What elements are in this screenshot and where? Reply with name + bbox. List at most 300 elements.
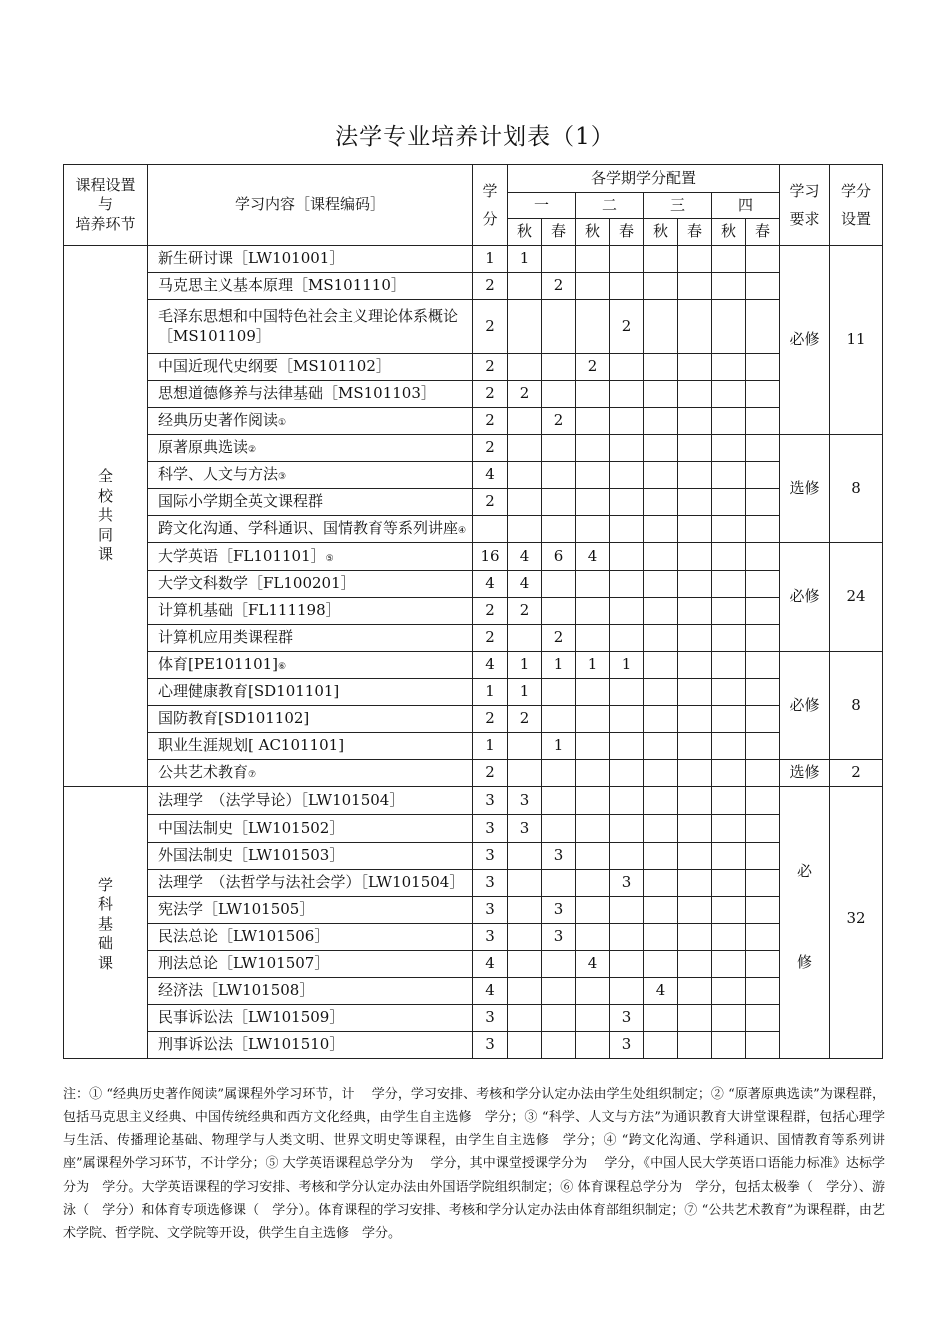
header-category-line: 课程设置	[75, 175, 136, 194]
table-row	[64, 571, 883, 598]
course-title: 职业生涯规划[ AC101101]	[158, 736, 345, 755]
semester-credit	[678, 897, 712, 924]
requirement-cell: 必修	[780, 246, 830, 435]
course-title: 心理健康教育[SD101101]	[158, 682, 340, 701]
plan-body	[64, 246, 883, 1059]
course-credits: 3	[473, 897, 508, 924]
table-row	[64, 897, 883, 924]
semester-credit	[746, 815, 780, 843]
course-name	[148, 760, 473, 787]
section-name-char: 学	[97, 875, 113, 894]
semester-credit	[542, 815, 576, 843]
course-name	[148, 246, 473, 273]
section-name-char: 基	[97, 914, 113, 933]
semester-credit	[712, 843, 746, 870]
semester-credit	[644, 354, 678, 381]
semester-credit	[712, 273, 746, 300]
semester-credit	[508, 435, 542, 462]
semester-credit	[508, 870, 542, 897]
header-category	[64, 165, 148, 246]
semester-credit	[678, 760, 712, 787]
semester-credit	[746, 978, 780, 1005]
semester-credit	[508, 1005, 542, 1032]
section-name-char: 科	[97, 895, 113, 914]
semester-credit	[644, 924, 678, 951]
course-title: 民法总论［LW101506］	[158, 927, 330, 946]
semester-credit	[610, 516, 644, 543]
semester-credit	[644, 1005, 678, 1032]
credit-setting-cell: 24	[830, 543, 883, 652]
section-name-char: 课	[97, 545, 113, 564]
semester-credit	[610, 462, 644, 489]
semester-credit	[678, 870, 712, 897]
semester-credit: 1	[542, 733, 576, 760]
semester-credit	[644, 870, 678, 897]
table-row	[64, 462, 883, 489]
semester-credit	[542, 951, 576, 978]
footnote-marker: ③	[278, 472, 287, 483]
course-credits: 3	[473, 843, 508, 870]
semester-credit	[712, 625, 746, 652]
semester-credit	[712, 571, 746, 598]
footnote-marker: ⑥	[278, 662, 287, 673]
semester-credit	[610, 625, 644, 652]
semester-credit: 2	[576, 354, 610, 381]
semester-credit	[610, 598, 644, 625]
semester-credit	[644, 543, 678, 571]
semester-credit	[678, 381, 712, 408]
semester-credit: 3	[542, 843, 576, 870]
semester-credit	[576, 978, 610, 1005]
semester-credit	[678, 652, 712, 679]
semester-credit	[712, 381, 746, 408]
course-title: 法理学 （法哲学与法社会学）［LW101504］	[158, 873, 465, 892]
semester-credit	[610, 843, 644, 870]
table-row	[64, 246, 883, 273]
semester-credit	[610, 760, 644, 787]
semester-credit	[508, 733, 542, 760]
semester-credit	[712, 598, 746, 625]
course-credits: 2	[473, 354, 508, 381]
course-name	[148, 571, 473, 598]
course-credits: 1	[473, 246, 508, 273]
course-title: 计算机基础［FL111198］	[158, 601, 341, 620]
header-year: 四	[712, 193, 780, 219]
semester-credit	[644, 706, 678, 733]
footnote-marker: ④	[458, 526, 467, 537]
semester-credit	[610, 381, 644, 408]
requirement-cell: 选修	[780, 435, 830, 543]
footnote-marker: ⑦	[248, 770, 257, 781]
semester-credit	[746, 625, 780, 652]
course-name	[148, 273, 473, 300]
semester-credit: 2	[508, 706, 542, 733]
semester-credit	[610, 246, 644, 273]
semester-credit	[678, 679, 712, 706]
semester-credit	[712, 408, 746, 435]
course-name	[148, 625, 473, 652]
semester-credit: 2	[610, 300, 644, 354]
semester-credit	[610, 408, 644, 435]
semester-credit	[542, 354, 576, 381]
course-credits: 3	[473, 1032, 508, 1059]
semester-credit	[746, 1032, 780, 1059]
semester-credit	[712, 679, 746, 706]
semester-credit	[576, 1005, 610, 1032]
course-name	[148, 978, 473, 1005]
course-name	[148, 300, 473, 354]
semester-credit	[746, 706, 780, 733]
header-category-line: 培养环节	[75, 214, 136, 233]
semester-credit	[576, 815, 610, 843]
semester-credit	[576, 462, 610, 489]
semester-credit	[678, 462, 712, 489]
semester-credit: 2	[542, 625, 576, 652]
table-row	[64, 787, 883, 815]
semester-credit: 2	[508, 381, 542, 408]
semester-credit	[712, 1032, 746, 1059]
semester-credit	[678, 273, 712, 300]
course-name	[148, 516, 473, 543]
semester-credit	[712, 815, 746, 843]
semester-credit	[712, 354, 746, 381]
course-credits: 2	[473, 381, 508, 408]
semester-credit: 3	[610, 1032, 644, 1059]
semester-credit	[576, 679, 610, 706]
course-title: 大学英语［FL101101］	[158, 546, 326, 565]
semester-credit	[644, 408, 678, 435]
footnote-marker: ②	[248, 445, 257, 456]
semester-credit	[542, 381, 576, 408]
semester-credit	[678, 706, 712, 733]
semester-credit: 3	[508, 815, 542, 843]
table-row	[64, 870, 883, 897]
table-row	[64, 652, 883, 679]
semester-credit	[610, 733, 644, 760]
header-season: 春	[746, 219, 780, 246]
table-row	[64, 843, 883, 870]
course-name	[148, 897, 473, 924]
course-title: 民事诉讼法［LW101509］	[158, 1008, 345, 1027]
semester-credit	[746, 598, 780, 625]
course-credits: 2	[473, 489, 508, 516]
semester-credit	[644, 598, 678, 625]
course-title: 体育[PE101101]	[158, 655, 279, 674]
course-title: 法理学 （法学导论）［LW101504］	[158, 790, 405, 809]
semester-credit	[746, 897, 780, 924]
semester-credit	[678, 924, 712, 951]
semester-credit	[542, 706, 576, 733]
semester-credit	[644, 951, 678, 978]
requirement-char: 必	[797, 861, 813, 880]
semester-credit	[576, 598, 610, 625]
table-row	[64, 598, 883, 625]
course-credits	[473, 516, 508, 543]
semester-credit	[508, 516, 542, 543]
semester-credit	[576, 706, 610, 733]
semester-credit	[508, 897, 542, 924]
semester-credit	[644, 843, 678, 870]
semester-credit: 3	[508, 787, 542, 815]
semester-credit	[576, 843, 610, 870]
course-title: 原著原典选读	[158, 438, 249, 457]
semester-credit	[644, 733, 678, 760]
semester-credit	[678, 733, 712, 760]
semester-credit	[576, 381, 610, 408]
course-credits: 3	[473, 815, 508, 843]
semester-credit	[576, 300, 610, 354]
semester-credit	[576, 870, 610, 897]
semester-credit	[508, 843, 542, 870]
semester-credit	[746, 354, 780, 381]
course-name	[148, 652, 473, 679]
semester-credit	[610, 897, 644, 924]
semester-credit	[644, 462, 678, 489]
course-name	[148, 815, 473, 843]
semester-credit	[508, 1032, 542, 1059]
semester-credit	[712, 543, 746, 571]
semester-credit	[746, 246, 780, 273]
semester-credit	[712, 435, 746, 462]
semester-credit	[712, 924, 746, 951]
header-credits	[473, 165, 508, 246]
semester-credit	[746, 843, 780, 870]
semester-credit	[508, 489, 542, 516]
course-title: 宪法学［LW101505］	[158, 900, 315, 919]
section-name	[64, 246, 148, 787]
semester-credit	[576, 787, 610, 815]
semester-credit	[746, 870, 780, 897]
table-row	[64, 300, 883, 354]
course-title: 跨文化沟通、学科通识、国情教育等系列讲座	[158, 519, 459, 538]
table-row	[64, 516, 883, 543]
semester-credit	[542, 516, 576, 543]
requirement-char: 修	[797, 952, 813, 971]
semester-credit	[678, 598, 712, 625]
semester-credit	[644, 679, 678, 706]
section-name	[64, 787, 148, 1059]
semester-credit	[610, 951, 644, 978]
header-semesters: 各学期学分配置	[508, 165, 780, 193]
semester-credit	[678, 787, 712, 815]
header-content: 学习内容［课程编码］	[148, 165, 473, 246]
semester-credit	[576, 516, 610, 543]
course-credits: 4	[473, 978, 508, 1005]
header-season: 春	[678, 219, 712, 246]
semester-credit	[712, 1005, 746, 1032]
course-credits: 3	[473, 1005, 508, 1032]
header-year: 一	[508, 193, 576, 219]
section-name-char: 础	[97, 934, 113, 953]
course-name	[148, 787, 473, 815]
course-credits: 2	[473, 408, 508, 435]
table-row	[64, 543, 883, 571]
semester-credit	[644, 516, 678, 543]
semester-credit	[712, 733, 746, 760]
table-row	[64, 815, 883, 843]
semester-credit	[644, 1032, 678, 1059]
semester-credit	[678, 951, 712, 978]
header-category-line: 与	[97, 195, 113, 214]
table-row	[64, 1032, 883, 1059]
course-title: 外国法制史［LW101503］	[158, 846, 345, 865]
course-title: 公共艺术教育	[158, 763, 249, 782]
semester-credit	[712, 462, 746, 489]
semester-credit	[712, 300, 746, 354]
semester-credit: 4	[508, 571, 542, 598]
semester-credit: 3	[610, 870, 644, 897]
semester-credit	[644, 300, 678, 354]
course-title: 刑事诉讼法［LW101510］	[158, 1035, 345, 1054]
semester-credit	[576, 733, 610, 760]
table-row	[64, 489, 883, 516]
course-credits: 16	[473, 543, 508, 571]
requirement-cell	[780, 787, 830, 1059]
table-row	[64, 760, 883, 787]
semester-credit	[576, 408, 610, 435]
course-title: 国际小学期全英文课程群	[158, 492, 324, 511]
course-name	[148, 489, 473, 516]
credit-setting-cell: 11	[830, 246, 883, 435]
semester-credit	[746, 435, 780, 462]
semester-credit	[644, 815, 678, 843]
table-row	[64, 625, 883, 652]
course-credits: 2	[473, 300, 508, 354]
semester-credit: 1	[508, 246, 542, 273]
semester-credit	[712, 489, 746, 516]
semester-credit	[576, 1032, 610, 1059]
course-title: 大学文科数学［FL100201］	[158, 574, 356, 593]
table-row	[64, 273, 883, 300]
semester-credit	[542, 870, 576, 897]
header-requirement	[780, 165, 830, 246]
section-name-char: 校	[97, 486, 113, 505]
semester-credit	[610, 571, 644, 598]
semester-credit: 6	[542, 543, 576, 571]
semester-credit	[712, 246, 746, 273]
course-title: 新生研讨课［LW101001］	[158, 249, 345, 268]
semester-credit: 1	[542, 652, 576, 679]
semester-credit	[644, 652, 678, 679]
course-title: 刑法总论［LW101507］	[158, 954, 330, 973]
semester-credit	[712, 978, 746, 1005]
course-title: 毛泽东思想和中国特色社会主义理论体系概论［MS101109］	[158, 307, 459, 345]
header-credit-setting-part: 学分	[841, 181, 872, 200]
header-credit-setting	[830, 165, 883, 246]
semester-credit	[610, 354, 644, 381]
semester-credit	[576, 489, 610, 516]
semester-credit	[746, 1005, 780, 1032]
course-title: 计算机应用类课程群	[158, 628, 294, 647]
semester-credit: 2	[508, 598, 542, 625]
table-row	[64, 435, 883, 462]
table-row	[64, 408, 883, 435]
semester-credit	[746, 273, 780, 300]
semester-credit: 1	[610, 652, 644, 679]
semester-credit	[746, 787, 780, 815]
semester-credit	[542, 462, 576, 489]
course-credits: 2	[473, 706, 508, 733]
course-credits: 3	[473, 924, 508, 951]
semester-credit: 2	[542, 408, 576, 435]
course-name	[148, 679, 473, 706]
semester-credit: 1	[508, 679, 542, 706]
semester-credit: 3	[542, 897, 576, 924]
semester-credit	[746, 516, 780, 543]
header-season: 秋	[576, 219, 610, 246]
semester-credit	[542, 598, 576, 625]
course-name	[148, 381, 473, 408]
course-credits: 4	[473, 951, 508, 978]
semester-credit	[610, 978, 644, 1005]
document-title: 法学专业培养计划表（1）	[335, 124, 615, 150]
course-credits: 4	[473, 462, 508, 489]
semester-credit	[644, 246, 678, 273]
header-credit-setting-part: 设置	[841, 210, 872, 228]
course-name	[148, 870, 473, 897]
semester-credit	[678, 543, 712, 571]
header-season: 春	[610, 219, 644, 246]
semester-credit	[678, 978, 712, 1005]
header-year: 二	[576, 193, 644, 219]
semester-credit	[542, 978, 576, 1005]
semester-credit	[644, 897, 678, 924]
course-credits: 3	[473, 787, 508, 815]
course-name	[148, 435, 473, 462]
semester-credit	[576, 571, 610, 598]
semester-credit	[508, 408, 542, 435]
header-year: 三	[644, 193, 712, 219]
semester-credit: 2	[542, 273, 576, 300]
semester-credit	[712, 870, 746, 897]
semester-credit	[508, 300, 542, 354]
semester-credit	[678, 1032, 712, 1059]
credit-setting-cell: 32	[830, 787, 883, 1059]
course-credits: 2	[473, 435, 508, 462]
credit-setting-cell: 2	[830, 760, 883, 787]
semester-credit	[746, 733, 780, 760]
semester-credit	[576, 924, 610, 951]
semester-credit	[542, 1005, 576, 1032]
header-requirement-part: 学习	[789, 181, 820, 200]
course-credits: 2	[473, 598, 508, 625]
semester-credit	[542, 787, 576, 815]
table-row	[64, 679, 883, 706]
course-name	[148, 1005, 473, 1032]
semester-credit	[644, 435, 678, 462]
table-row	[64, 354, 883, 381]
semester-credit	[678, 1005, 712, 1032]
course-name	[148, 706, 473, 733]
semester-credit	[678, 435, 712, 462]
semester-credit	[610, 924, 644, 951]
table-row	[64, 381, 883, 408]
header-credits-char: 分	[482, 210, 498, 228]
semester-credit	[678, 354, 712, 381]
course-title: 经典历史著作阅读	[158, 411, 279, 430]
semester-credit	[610, 787, 644, 815]
requirement-cell: 必修	[780, 543, 830, 652]
semester-credit	[576, 435, 610, 462]
table-row	[64, 706, 883, 733]
requirement-cell: 选修	[780, 760, 830, 787]
semester-credit	[678, 300, 712, 354]
semester-credit	[746, 652, 780, 679]
semester-credit	[576, 760, 610, 787]
course-name	[148, 1032, 473, 1059]
semester-credit: 1	[576, 652, 610, 679]
training-plan-table	[63, 164, 883, 1059]
